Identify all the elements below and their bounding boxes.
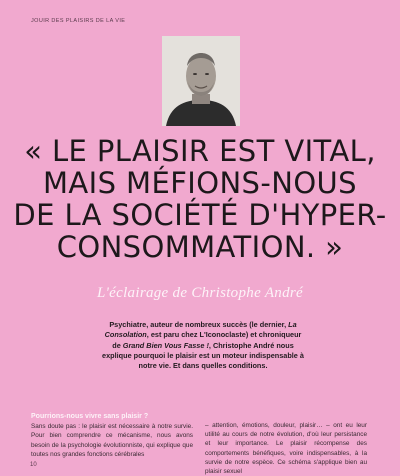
body-text-right: – attention, émotions, douleur, plaisir… – ont eu leur utilité au cours de notre évolution, d'où leur persistance et leur importance. Le plaisir récompense des comportements bénéfiques, voire indispensables, à la survie de notre espèce. Ce schéma s'applique bien au plaisir sexuel	[205, 422, 367, 476]
byline: L'éclairage de Christophe André	[97, 285, 303, 301]
intro-paragraph	[100, 320, 306, 371]
quote-line-2: MAIS MÉFIONS-NOUS	[43, 166, 357, 200]
section-header: JOUIR DES PLAISIRS DE LA VIE	[31, 18, 126, 24]
intro-part-1: Psychiatre, auteur de nombreux succès (le dernier,	[109, 320, 287, 329]
headline-quote	[10, 135, 390, 263]
intro-part-2: , est paru chez L'Iconoclaste) et chroniqueur de	[112, 330, 302, 350]
quote-line-4: CONSOMMATION. »	[56, 230, 344, 264]
body-text-left: Sans doute pas : le plaisir est nécessaire à notre survie. Pour bien comprendre ce mécanisme, nous avons besoin de la psychologie évolutionniste, qui explique que toutes nos grandes fonctions cérébrales	[31, 423, 193, 458]
magazine-title: Grand Bien Vous Fasse !	[122, 340, 209, 350]
page-number: 10	[30, 462, 37, 468]
quote-line-3: DE LA SOCIÉTÉ D'HYPER-	[13, 198, 387, 232]
quote-line-1: « LE PLAISIR EST VITAL,	[24, 134, 376, 168]
intro-part-3: , Christophe André nous explique pourquoi le plaisir est un moteur indispensable à notre vie. Et dans quelles conditions.	[102, 340, 304, 371]
section-question: Pourrions-nous vivre sans plaisir ?	[31, 413, 149, 420]
body-column-right	[205, 421, 367, 476]
book-title: La Consolation	[104, 320, 297, 340]
body-column-left	[31, 412, 193, 459]
author-portrait	[162, 36, 240, 126]
